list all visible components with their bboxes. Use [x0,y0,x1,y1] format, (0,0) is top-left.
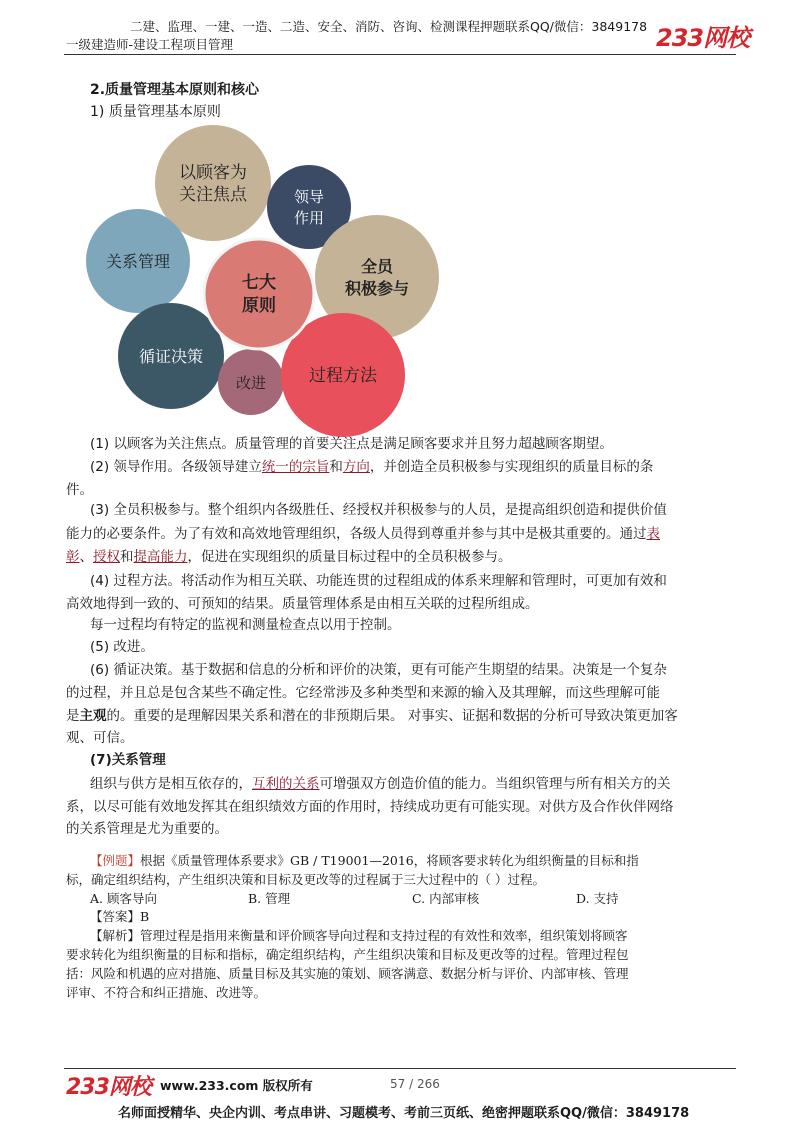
principle-3-underline-3: 提高能力 [133,549,188,565]
principle-3-line-1: (3) 全员积极参与。整个组织内各级胜任、经授权并积极参与的人员，是提高组织创造和提供价值 [90,502,667,518]
header-divider [64,54,736,55]
principle-2-underline-2: 方向 [342,459,370,475]
principle-6-bold: 主观 [79,708,107,724]
header-contact-line: 二建、监理、一建、一造、二造、安全、消防、咨询、检测课程押题联系QQ/微信：3849178 [130,19,648,34]
node-relationship-label: 关系管理 [105,252,171,271]
node-process-label: 过程方法 [309,366,377,386]
example-option-a: A. 顾客导向 [90,891,157,906]
principle-2-text-b: ，并创造全员积极参与实现组织的质量目标的条 [369,459,654,475]
principle-7-title: (7)关系管理 [90,752,166,768]
node-engagement-label-1: 全员 [360,257,394,276]
principle-1: (1) 以顾客为关注焦点。质量管理的首要关注点是满足顾客要求并且努力超越顾客期望。 [90,436,613,452]
node-improvement [218,349,284,415]
center-label-2: 原则 [242,296,276,316]
section-subtitle: 1) 质量管理基本原则 [90,104,221,120]
node-customer-focus-label-2: 关注焦点 [179,185,247,205]
principle-3-sep: 、 [79,549,93,565]
principle-7-post: 可增强双方创造价值的能力。当组织管理与所有相关方的关 [319,776,671,792]
principle-3-text-c: ，促进在实现组织的质量目标过程中的全员积极参与。 [187,549,512,565]
principle-5: (5) 改进。 [90,639,154,655]
header-logo: 233网校 [656,24,750,52]
principle-2-underline-1: 统一的宗旨 [261,459,330,475]
node-evidence-label: 循证决策 [138,347,204,366]
principle-2-line-1 [90,456,653,479]
answer-tag: 【答案】 [90,909,141,924]
example-analysis-line-3: 括：风险和机遇的应对措施、质量目标及其实施的策划、顾客满意、数据分析与评价、内部审核、管理 [66,966,629,981]
principle-7-line-1 [90,773,671,796]
example-analysis-line-4: 评审、不符合和纠正措施、改进等。 [66,985,267,1000]
principle-2-text-a: (2) 领导作用。各级领导建立 [90,459,262,475]
principle-4-line-3: 每一过程均有特定的监视和测量检查点以用于控制。 [90,617,401,633]
analysis-tag: 【解析】 [90,928,141,943]
page-number: 57 / 266 [390,1077,440,1091]
principle-2-and: 和 [329,459,343,475]
footer-contact-line: 名师面授精华、央企内训、考点串讲、习题模考、考前三页纸、绝密押题联系QQ/微信：3849178 [118,1106,690,1121]
principle-3-underline-2: 授权 [93,549,120,565]
principle-6-pre: 是 [66,708,80,724]
section-title: 2.质量管理基本原则和核心 [90,82,260,98]
principle-6-line-2: 的过程，并且总是包含某些不确定性。它经常涉及多种类型和来源的输入及其理解，而这些理解可能 [66,685,660,701]
node-relationship [86,209,190,313]
principle-3-text-b: 能力的必要条件。为了有效和高效地管理组织，各级人员得到尊重并参与其中是极其重要的。通过 [66,526,647,542]
principle-4-line-1: (4) 过程方法。将活动作为相互关联、功能连贯的过程组成的体系来理解和管理时，可更加有效和 [90,573,667,589]
example-option-b: B. 管理 [248,891,291,906]
principle-6-line-4: 观、可信。 [66,730,134,746]
principle-2-line-2: 件。 [66,482,93,498]
node-customer-focus-label-1: 以顾客为 [179,163,247,183]
node-leadership-label-1: 领导 [293,188,325,206]
answer-value: B [140,909,150,924]
principle-6-post: 的。重要的是理解因果关系和潜在的非预期后果。 对事实、证据和数据的分析可导致决策更加客 [106,708,678,724]
example-option-d: D. 支持 [576,891,619,906]
example-tag: 【例题】 [90,853,141,868]
example-q1: 根据《质量管理体系要求》GB / T19001—2016，将顾客要求转化为组织衡量的目标和指 [140,853,639,868]
example-analysis-line-2: 要求转化为组织衡量的目标和指标，确定组织结构，产生组织决策和目标及更改等的过程。管理过程包 [66,947,629,962]
node-leadership-label-2: 作用 [293,209,325,227]
principle-7-pre: 组织与供方是相互依存的， [90,776,252,792]
node-center [204,239,314,349]
principle-7-line-2: 系，以尽可能有效地发挥其在组织绩效方面的作用时，持续成功更有可能实现。对供方及合作伙伴网络 [66,799,674,815]
footer-site: www.233.com 版权所有 [160,1078,313,1093]
example-question-line-2: 标，确定组织结构，产生组织决策和目标及更改等的过程属于三大过程中的（ ）过程。 [66,872,545,887]
example-answer [90,907,149,927]
center-label-1: 七大 [242,273,276,293]
principle-4-line-2: 高效地得到一致的、可预知的结果。质量管理体系是由相互关联的过程所组成。 [66,596,539,612]
principle-7-underline: 互利的关系 [252,776,320,792]
principle-3-line-2 [66,523,660,546]
footer-logo: 233网校 [66,1075,151,1100]
node-improvement-label: 改进 [235,374,267,392]
example-option-c: C. 内部审核 [412,891,480,906]
example-analysis-line-1 [90,926,628,946]
principle-3-and: 和 [120,549,134,565]
principle-3-line-3 [66,546,512,569]
principle-6-line-3 [66,705,678,728]
header-subject: 一级建造师-建设工程项目管理 [66,37,234,52]
principle-7-line-3: 的关系管理是尤为重要的。 [66,821,228,837]
node-engagement-label-2: 积极参与 [344,279,410,298]
footer-divider [64,1068,736,1069]
node-evidence [118,303,224,409]
principle-3-underline-1a: 表 [646,526,660,542]
principle-6-line-1: (6) 循证决策。基于数据和信息的分析和评价的决策，更有可能产生期望的结果。决策是一个复杂 [90,662,667,678]
seven-principles-diagram [80,130,410,430]
principle-3-underline-1b: 彰 [66,549,80,565]
analysis-a1: 管理过程是指用来衡量和评价顾客导向过程和支持过程的有效性和效率，组织策划将顾客 [140,928,628,943]
example-question-line-1 [90,851,639,871]
